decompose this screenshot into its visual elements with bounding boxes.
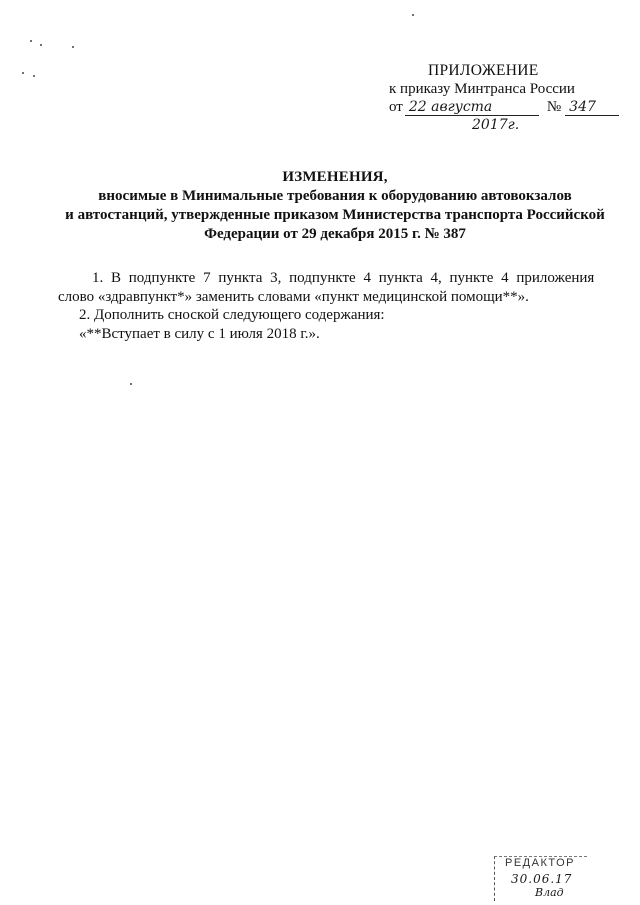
- scan-mark: [33, 75, 35, 77]
- subtitle-line: вносимые в Минимальные требования к оборудованию автовокзалов: [98, 188, 572, 204]
- scan-mark: [412, 14, 414, 16]
- appendix-order-reference: к приказу Минтранса России: [389, 81, 575, 97]
- footnote-text: «**Вступает в силу с 1 июля 2018 г.».: [79, 326, 320, 342]
- appendix-from-label: от: [389, 99, 403, 115]
- document-subtitle: [40, 187, 630, 244]
- editor-stamp: [494, 856, 587, 901]
- appendix-number-label: №: [546, 99, 562, 115]
- scan-mark: [72, 46, 74, 48]
- scan-mark: [130, 383, 132, 385]
- item-2: 2. Дополнить сноской следующего содержания:: [79, 307, 385, 323]
- item-1-line-2: слово «здравпункт*» заменить словами «пункт медицинской помощи**».: [58, 289, 529, 305]
- stamp-label: РЕДАКТОР: [505, 857, 575, 869]
- appendix-date-line: [389, 99, 619, 116]
- scan-mark: [22, 72, 24, 74]
- appendix-title: ПРИЛОЖЕНИЕ: [428, 62, 539, 79]
- stamp-signature: Влад: [535, 886, 564, 899]
- appendix-number-handwritten: 347: [565, 99, 619, 116]
- scan-mark: [40, 44, 42, 46]
- subtitle-line: Федерации от 29 декабря 2015 г. № 387: [204, 226, 466, 242]
- subtitle-line: и автостанций, утвержденные приказом Министерства транспорта Российской: [65, 207, 605, 223]
- appendix-year-handwritten: 2017г.: [472, 117, 520, 133]
- appendix-date-handwritten: 22 августа: [405, 99, 539, 116]
- item-1-line-1: 1. В подпункте 7 пункта 3, подпункте 4 пункта 4, пункте 4 приложения: [92, 270, 595, 286]
- scan-mark: [30, 40, 32, 42]
- document-title: ИЗМЕНЕНИЯ,: [282, 169, 388, 185]
- stamp-date-handwritten: 30.06.17: [511, 872, 573, 886]
